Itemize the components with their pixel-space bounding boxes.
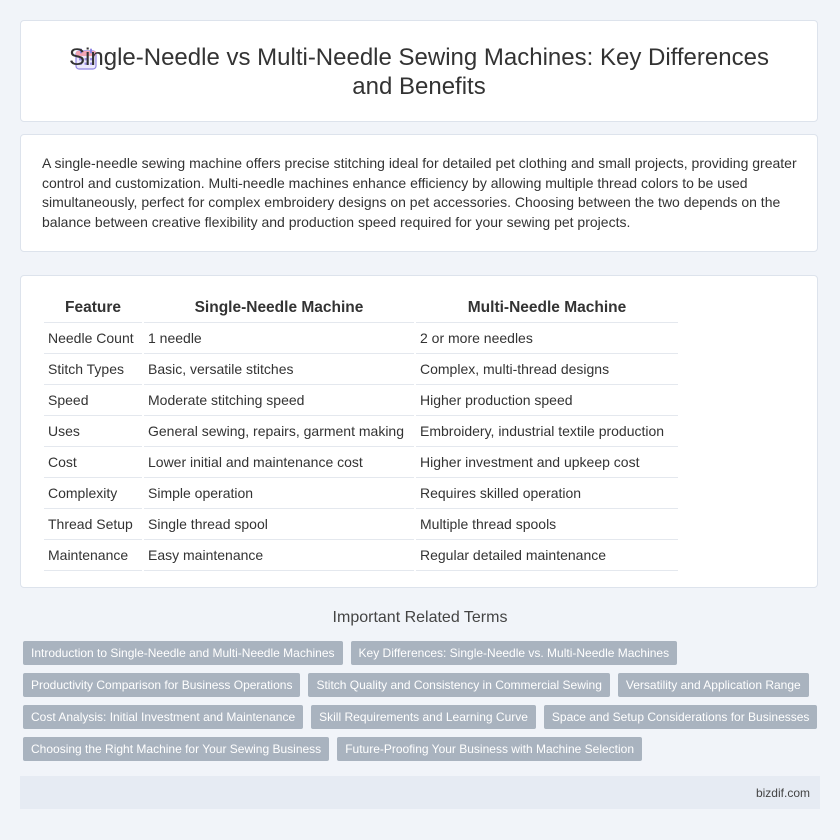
table-cell: Embroidery, industrial textile production bbox=[416, 416, 678, 447]
table-row bbox=[44, 323, 678, 354]
table-row bbox=[44, 385, 678, 416]
related-term-tag[interactable]: Key Differences: Single-Needle vs. Multi-Needle Machines bbox=[351, 641, 678, 665]
table-cell: Stitch Types bbox=[44, 354, 142, 385]
related-term-tag[interactable]: Introduction to Single-Needle and Multi-Needle Machines bbox=[23, 641, 343, 665]
table-row bbox=[44, 509, 678, 540]
tag-row bbox=[23, 737, 823, 761]
table-cell: Basic, versatile stitches bbox=[144, 354, 414, 385]
table-cell: Cost bbox=[44, 447, 142, 478]
footer bbox=[20, 776, 820, 809]
related-term-tag[interactable]: Space and Setup Considerations for Businesses bbox=[544, 705, 818, 729]
header-card bbox=[20, 20, 818, 122]
column-header-single-needle: Single-Needle Machine bbox=[144, 294, 414, 323]
column-header-feature: Feature bbox=[44, 294, 142, 323]
table-cell: Higher investment and upkeep cost bbox=[416, 447, 678, 478]
table-cell: Moderate stitching speed bbox=[144, 385, 414, 416]
table-cell: Easy maintenance bbox=[144, 540, 414, 571]
table-cell: 1 needle bbox=[144, 323, 414, 354]
related-term-tag[interactable]: Skill Requirements and Learning Curve bbox=[311, 705, 536, 729]
related-term-tag[interactable]: Stitch Quality and Consistency in Commercial Sewing bbox=[308, 673, 609, 697]
tag-row bbox=[23, 641, 823, 665]
table-row bbox=[44, 540, 678, 571]
comparison-table bbox=[42, 294, 680, 571]
site-name[interactable]: bizdif.com bbox=[755, 786, 810, 800]
table-cell: 2 or more needles bbox=[416, 323, 678, 354]
related-terms-list bbox=[23, 641, 823, 769]
table-cell: Thread Setup bbox=[44, 509, 142, 540]
table-cell: Needle Count bbox=[44, 323, 142, 354]
table-cell: Single thread spool bbox=[144, 509, 414, 540]
table-header-row bbox=[44, 294, 678, 323]
table-cell: Simple operation bbox=[144, 478, 414, 509]
table-cell: Higher production speed bbox=[416, 385, 678, 416]
tag-row bbox=[23, 705, 823, 729]
related-terms-heading: Important Related Terms bbox=[332, 609, 508, 626]
related-term-tag[interactable]: Productivity Comparison for Business Operations bbox=[23, 673, 300, 697]
related-term-tag[interactable]: Future-Proofing Your Business with Machine Selection bbox=[337, 737, 642, 761]
related-term-tag[interactable]: Choosing the Right Machine for Your Sewing Business bbox=[23, 737, 329, 761]
table-cell: Complex, multi-thread designs bbox=[416, 354, 678, 385]
table-row bbox=[44, 354, 678, 385]
table-cell: Lower initial and maintenance cost bbox=[144, 447, 414, 478]
related-term-tag[interactable]: Cost Analysis: Initial Investment and Maintenance bbox=[23, 705, 303, 729]
comparison-card bbox=[20, 275, 818, 588]
page-title: Single-Needle vs Multi-Needle Sewing Machines: Key Differences and Benefits bbox=[69, 44, 769, 100]
table-cell: Speed bbox=[44, 385, 142, 416]
column-header-multi-needle: Multi-Needle Machine bbox=[416, 294, 678, 323]
table-cell: Maintenance bbox=[44, 540, 142, 571]
related-term-tag[interactable]: Versatility and Application Range bbox=[618, 673, 809, 697]
table-cell: Multiple thread spools bbox=[416, 509, 678, 540]
table-cell: General sewing, repairs, garment making bbox=[144, 416, 414, 447]
tag-row bbox=[23, 673, 823, 697]
table-row bbox=[44, 416, 678, 447]
table-cell: Requires skilled operation bbox=[416, 478, 678, 509]
table-cell: Uses bbox=[44, 416, 142, 447]
table-row bbox=[44, 478, 678, 509]
table-cell: Regular detailed maintenance bbox=[416, 540, 678, 571]
table-row bbox=[44, 447, 678, 478]
intro-card bbox=[20, 134, 818, 252]
table-cell: Complexity bbox=[44, 478, 142, 509]
intro-paragraph: A single-needle sewing machine offers precise stitching ideal for detailed pet clothing and small projects, providing greater control and customization. Multi-needle machines enhance efficiency by allowing multiple thread colors to be used simultaneously, perfect for complex embroidery designs on pet accessories. Choosing between the two depends on the balance between creative flexibility and production speed required for your sewing pet projects. bbox=[42, 155, 797, 230]
